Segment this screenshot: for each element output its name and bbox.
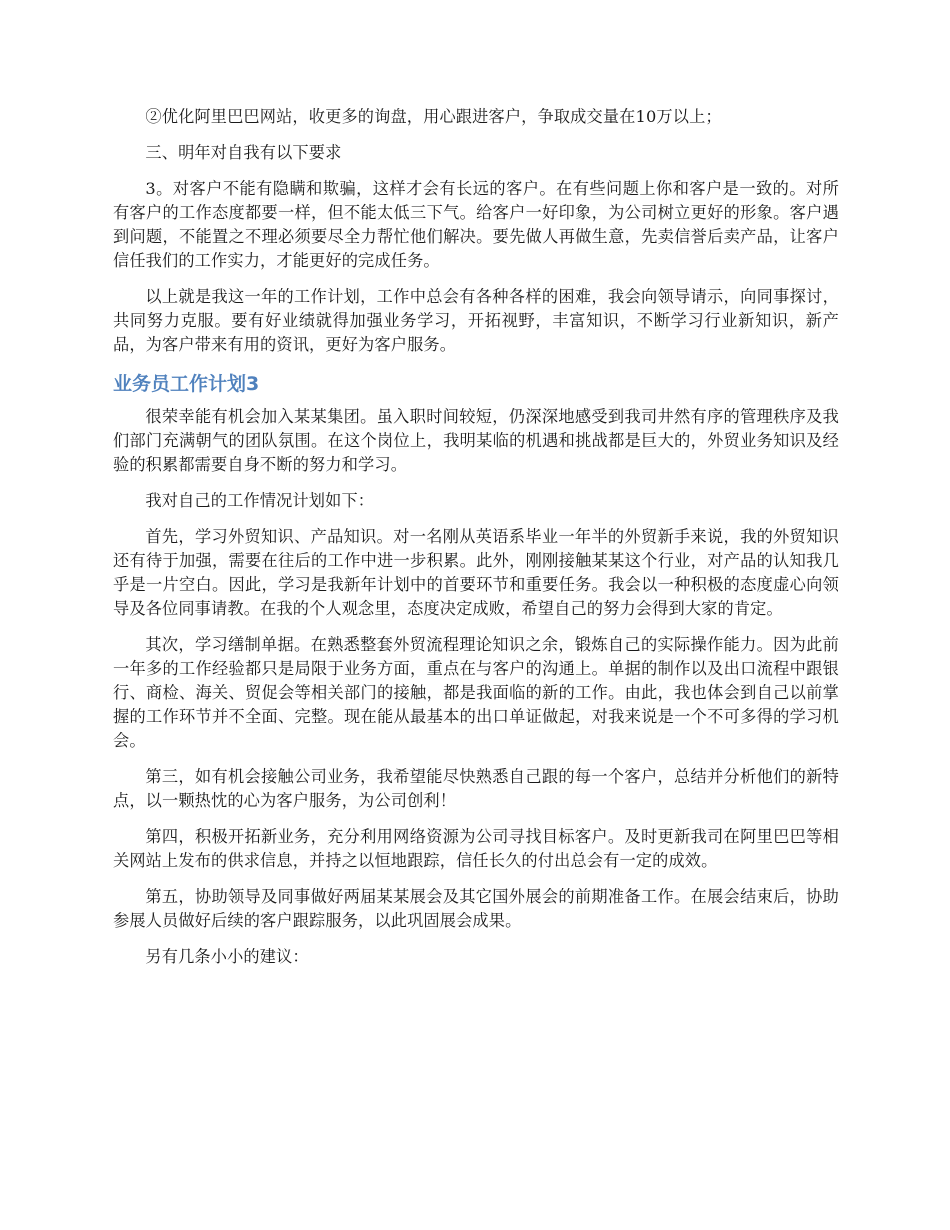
document-page <box>113 105 839 981</box>
paragraph-fifth: 第五，协助领导及同事做好两届某某展会及其它国外展会的前期准备工作。在展会结束后，协助参展人员做好后续的客户跟踪服务，以此巩固展会成果。 <box>113 887 839 930</box>
paragraph-self-requirements-title: 三、明年对自我有以下要求 <box>145 143 342 162</box>
paragraph-customer-honesty: 3。对客户不能有隐瞒和欺骗，这样才会有长远的客户。在有些问题上你和客户是一致的。对所有客户的工作态度都要一样，但不能太低三下气。给客户一好印象，为公司树立更好的形象。客户遇到问题，不能置之不理必须要尽全力帮忙他们解决。要先做人再做生意，先卖信誉后卖产品，让客户信任我们的工作实力，才能更好的完成任务。 <box>113 179 839 270</box>
paragraph-fourth: 第四，积极开拓新业务，充分利用网络资源为公司寻找目标客户。及时更新我司在阿里巴巴等相关网站上发布的供求信息，并持之以恒地跟踪，信任长久的付出总会有一定的成效。 <box>113 827 839 870</box>
paragraph-plan-lead: 我对自己的工作情况计划如下： <box>145 491 375 510</box>
paragraph-third: 第三，如有机会接触公司业务，我希望能尽快熟悉自己跟的每一个客户，总结并分析他们的新特点，以一颗热忱的心为客户服务，为公司创利！ <box>113 767 839 810</box>
paragraph-suggestions-lead: 另有几条小小的建议： <box>145 947 309 966</box>
section-heading: 业务员工作计划3 <box>113 373 260 395</box>
paragraph-first: 首先，学习外贸知识、产品知识。对一名刚从英语系毕业一年半的外贸新手来说，我的外贸知识还有待于加强，需要在往后的工作中进一步积累。此外，刚刚接触某某这个行业，对产品的认知我几乎是一片空白。因此，学习是我新年计划中的首要环节和重要任务。我会以一种积极的态度虚心向领导及各位同事请教。在我的个人观念里，态度决定成败，希望自己的努力会得到大家的肯定。 <box>113 527 839 618</box>
paragraph-intro: 很荣幸能有机会加入某某集团。虽入职时间较短，仍深深地感受到我司井然有序的管理秩序及我们部门充满朝气的团队氛围。在这个岗位上，我明某临的机遇和挑战都是巨大的，外贸业务知识及经验的积累都需要自身不断的努力和学习。 <box>113 407 839 474</box>
paragraph-summary: 以上就是我这一年的工作计划，工作中总会有各种各样的困难，我会向领导请示，向同事探讨，共同努力克服。要有好业绩就得加强业务学习，开拓视野，丰富知识，不断学习行业新知识，新产品，为客户带来有用的资讯，更好为客户服务。 <box>113 287 839 354</box>
paragraph-optimize-alibaba: ②优化阿里巴巴网站，收更多的询盘，用心跟进客户，争取成交量在10万以上； <box>145 107 722 126</box>
paragraph-second: 其次，学习缮制单据。在熟悉整套外贸流程理论知识之余，锻炼自己的实际操作能力。因为此前一年多的工作经验都只是局限于业务方面，重点在与客户的沟通上。单据的制作以及出口流程中跟银行、商检、海关、贸促会等相关部门的接触，都是我面临的新的工作。由此，我也体会到自己以前掌握的工作环节并不全面、完整。现在能从最基本的出口单证做起，对我来说是一个不可多得的学习机会。 <box>113 635 839 750</box>
